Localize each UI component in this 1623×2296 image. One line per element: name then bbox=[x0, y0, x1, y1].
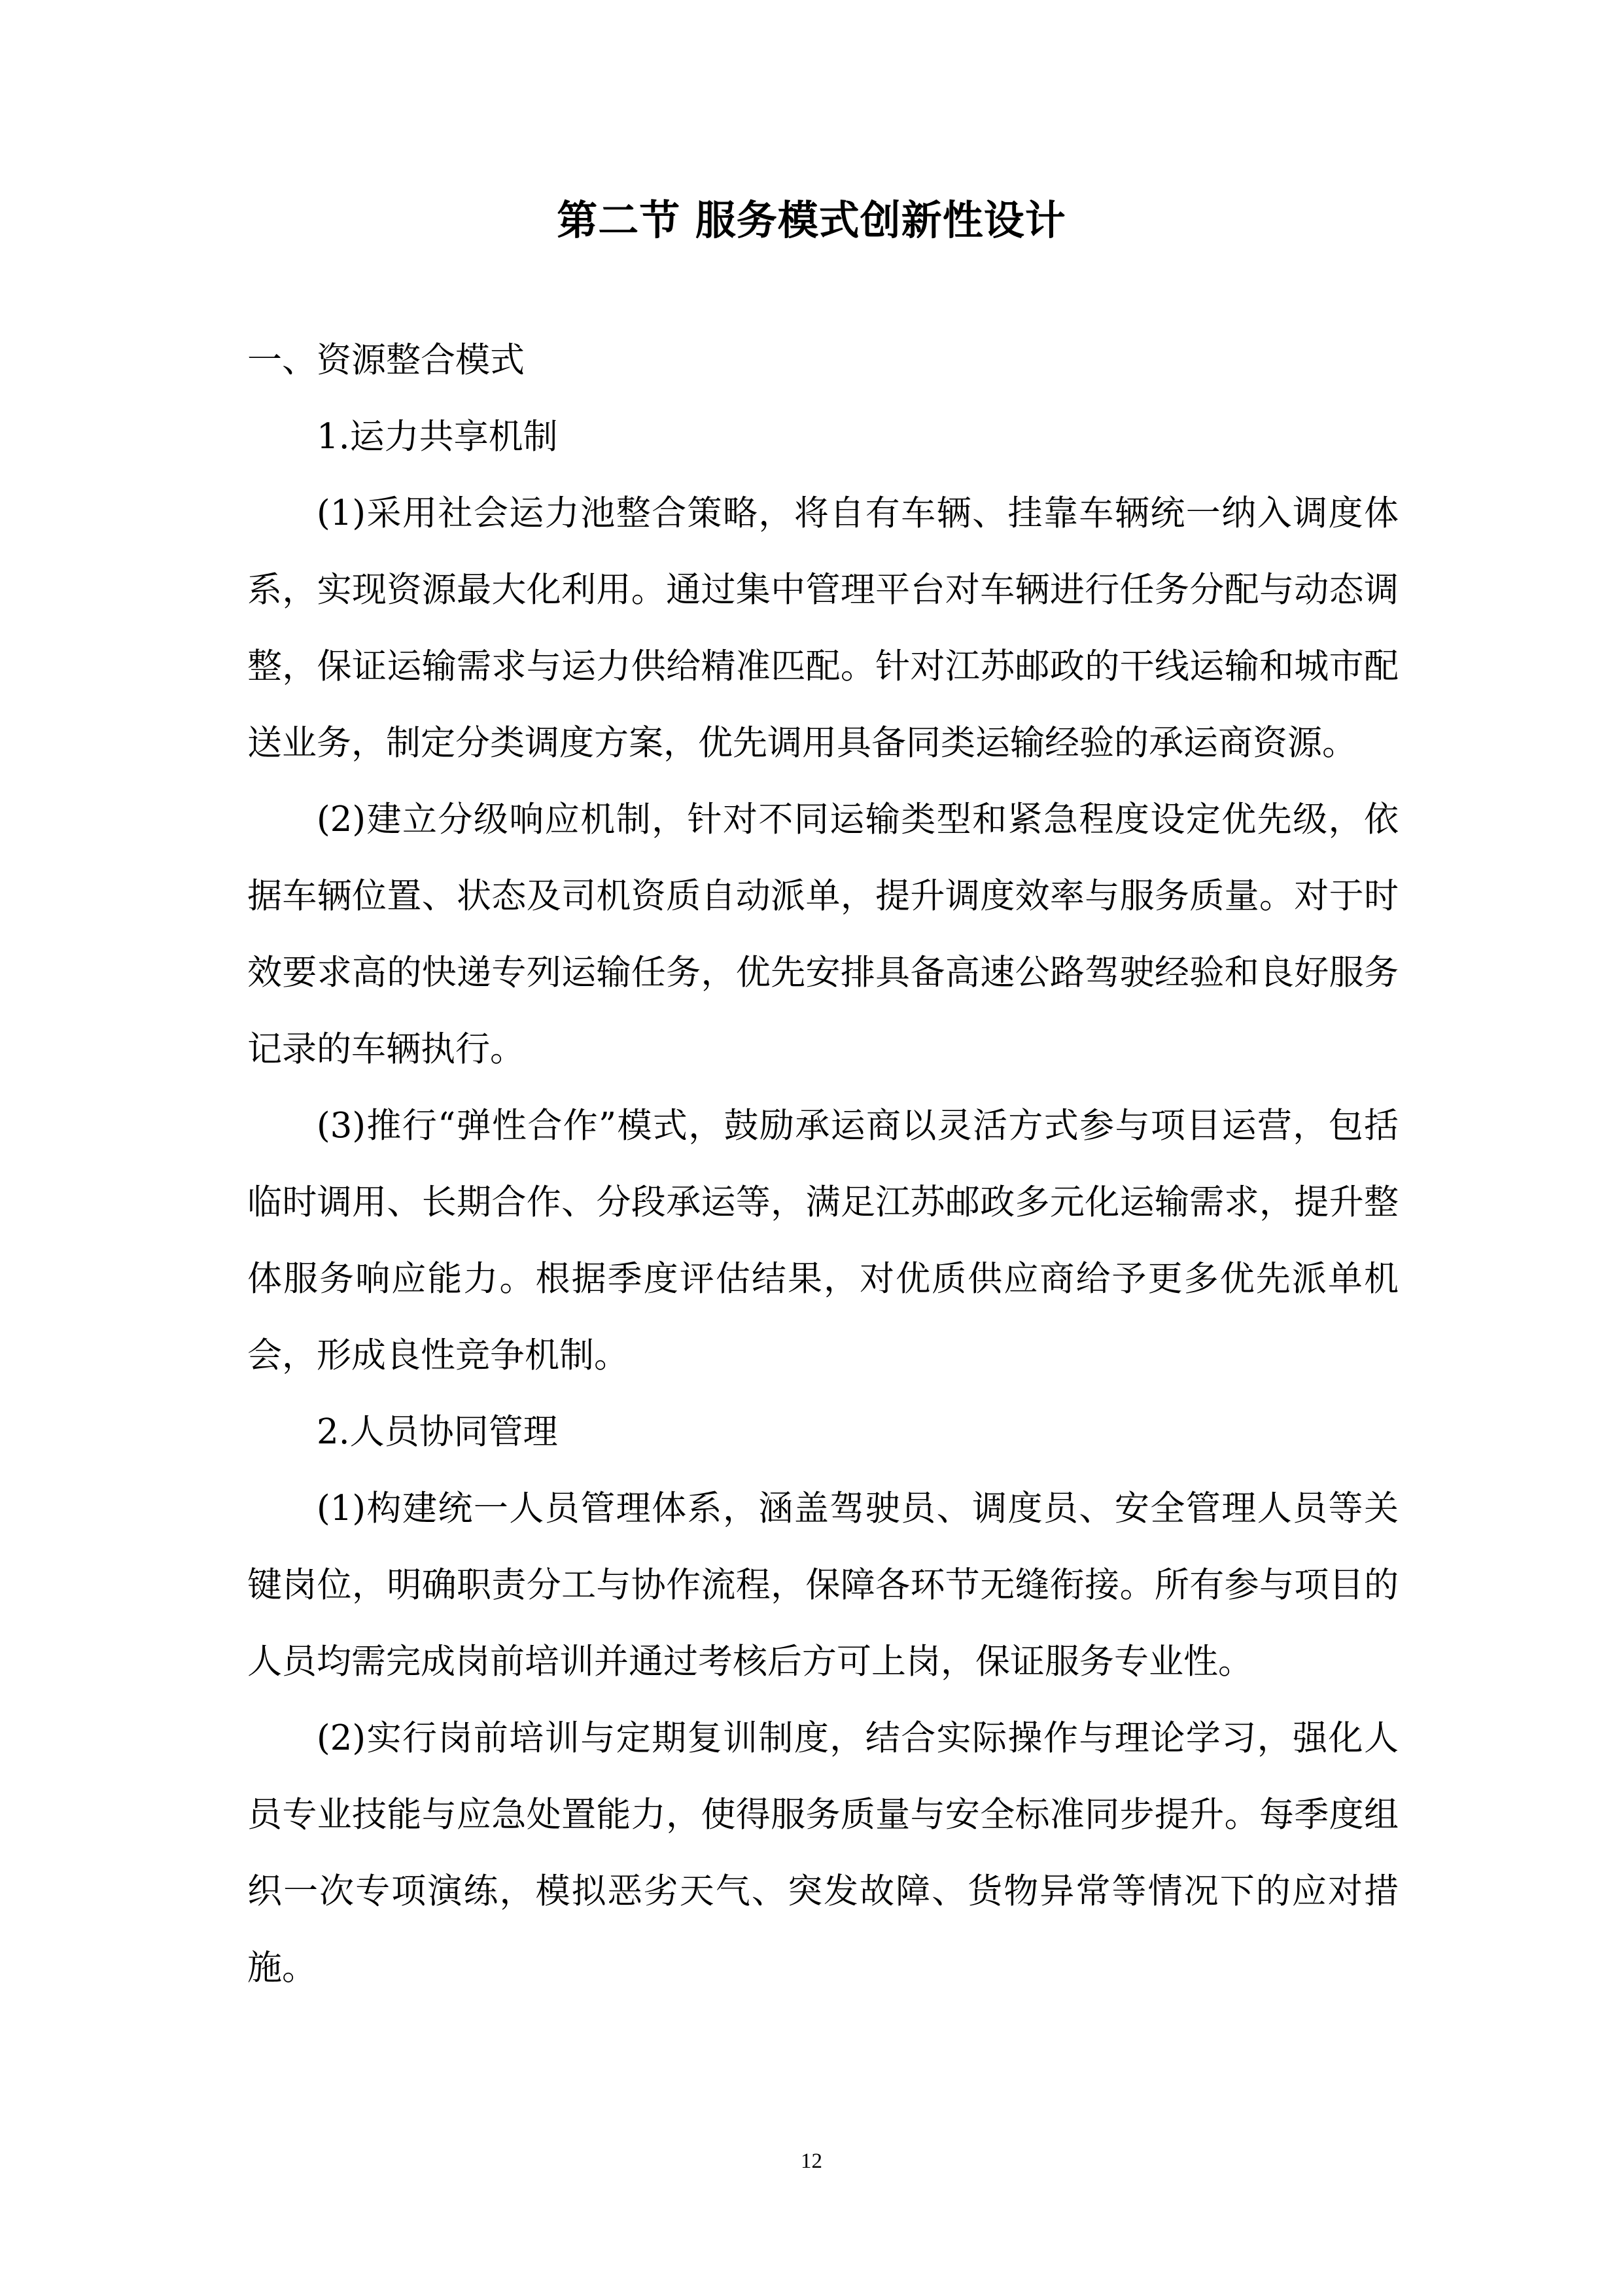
section-heading: 一、资源整合模式 bbox=[247, 340, 525, 380]
paragraph-2-1: (1)构建统一人员管理体系，涵盖驾驶员、调度员、安全管理人员等关键岗位，明确职责分工与协作流程，保障各环节无缝衔接。所有参与项目的人员均需完成岗前培训并通过考核后方可上岗，保证服务专业性。 bbox=[247, 1489, 1399, 1682]
paragraph-2-2: (2)实行岗前培训与定期复训制度，结合实际操作与理论学习，强化人员专业技能与应急处置能力，使得服务质量与安全标准同步提升。每季度组织一次专项演练，模拟恶劣天气、突发故障、货物异常等情况下的应对措施。 bbox=[247, 1718, 1399, 1988]
paragraph-1-1: (1)采用社会运力池整合策略，将自有车辆、挂靠车辆统一纳入调度体系，实现资源最大化利用。通过集中管理平台对车辆进行任务分配与动态调整，保证运输需求与运力供给精准匹配。针对江苏邮政的干线运输和城市配送业务，制定分类调度方案，优先调用具备同类运输经验的承运商资源。 bbox=[247, 493, 1399, 763]
paragraph-1-3: (3)推行“弹性合作”模式，鼓励承运商以灵活方式参与项目运营，包括临时调用、长期合作、分段承运等，满足江苏邮政多元化运输需求，提升整体服务响应能力。根据季度评估结果，对优质供应商给予更多优先派单机会，形成良性竞争机制。 bbox=[247, 1106, 1399, 1375]
subsection-heading-2: 2.人员协同管理 bbox=[317, 1412, 558, 1452]
subsection-heading-1: 1.运力共享机制 bbox=[317, 417, 558, 457]
page-number: 12 bbox=[801, 2149, 822, 2173]
page-title: 第二节 服务模式创新性设计 bbox=[557, 196, 1066, 244]
document-body bbox=[247, 322, 1399, 2006]
paragraph-1-2: (2)建立分级响应机制，针对不同运输类型和紧急程度设定优先级，依据车辆位置、状态及司机资质自动派单，提升调度效率与服务质量。对于时效要求高的快递专列运输任务，优先安排具备高速公路驾驶经验和良好服务记录的车辆执行。 bbox=[247, 800, 1399, 1069]
